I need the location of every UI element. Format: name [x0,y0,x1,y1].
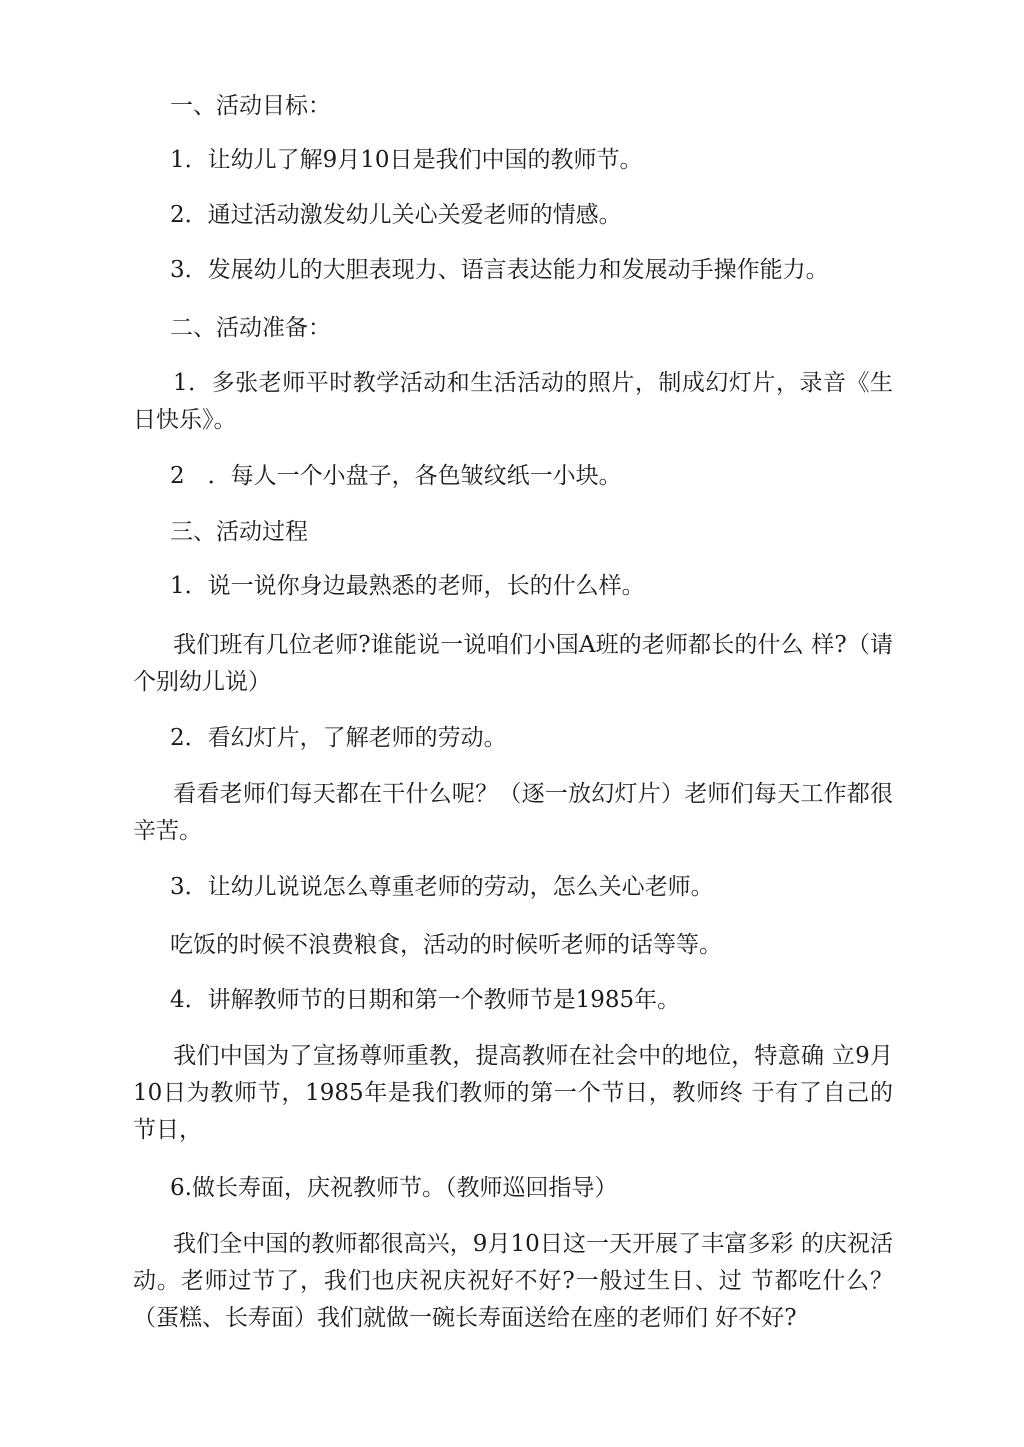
step-6-title: 6.做长寿面，庆祝教师节。（教师巡回指导） [170,1175,618,1201]
prep-item-1 [133,365,893,439]
step-4-paragraph [133,1038,893,1149]
step-6-paragraph [133,1226,893,1337]
goal-item-3: 3．发展幼儿的大胆表现力、语言表达能力和发展动手操作能力。 [170,257,829,283]
step-1-title: 1．说一说你身边最熟悉的老师，长的什么样。 [170,573,645,599]
step-4-text: 我们中国为了宣扬尊师重教，提高教师在社会中的地位，特意确 立9月10日为教师节，1985年是我们教师的第一个节日，教师终 于有了自己的节日， [133,1043,893,1143]
step-1-text: 我们班有几位老师?谁能说一说咱们小国A班的老师都长的什么 样?（请个别幼儿说） [133,632,893,695]
process-heading: 三、活动过程 [170,519,308,545]
step-2-text: 看看老师们每天都在干什么呢？（逐一放幻灯片）老师们每天工作都很辛苦。 [133,781,893,844]
step-3-text: 吃饭的时候不浪费粮食，活动的时候听老师的话等等。 [170,932,722,958]
step-4-title: 4．讲解教师节的日期和第一个教师节是1985年。 [170,987,681,1013]
step-2-paragraph [133,776,893,850]
prep-item-1-text: 1．多张老师平时教学活动和生活活动的照片，制成幻灯片，录音《生日快乐》。 [133,370,893,433]
step-6-text: 我们全中国的教师都很高兴，9月10日这一天开展了丰富多彩 的庆祝活动。老师过节了，我们也庆祝庆祝好不好?一般过生日、过 节都吃什么？（蛋糕、长寿面）我们就做一碗长寿面送给在座的老师们 好不好? [133,1231,893,1331]
goal-item-2: 2．通过活动激发幼儿关心关爱老师的情感。 [170,202,622,228]
prep-heading: 二、活动准备： [170,315,331,341]
step-2-title: 2．看幻灯片，了解老师的劳动。 [170,725,507,751]
step-3-title: 3．让幼儿说说怎么尊重老师的劳动，怎么关心老师。 [170,874,714,900]
goals-heading: 一、活动目标： [170,93,331,119]
goal-item-1: 1．让幼儿了解9月10日是我们中国的教师节。 [170,147,643,173]
step-1-paragraph [133,627,893,701]
prep-item-2: 2 ．每人一个小盘子，各色皱纹纸一小块。 [170,463,622,489]
